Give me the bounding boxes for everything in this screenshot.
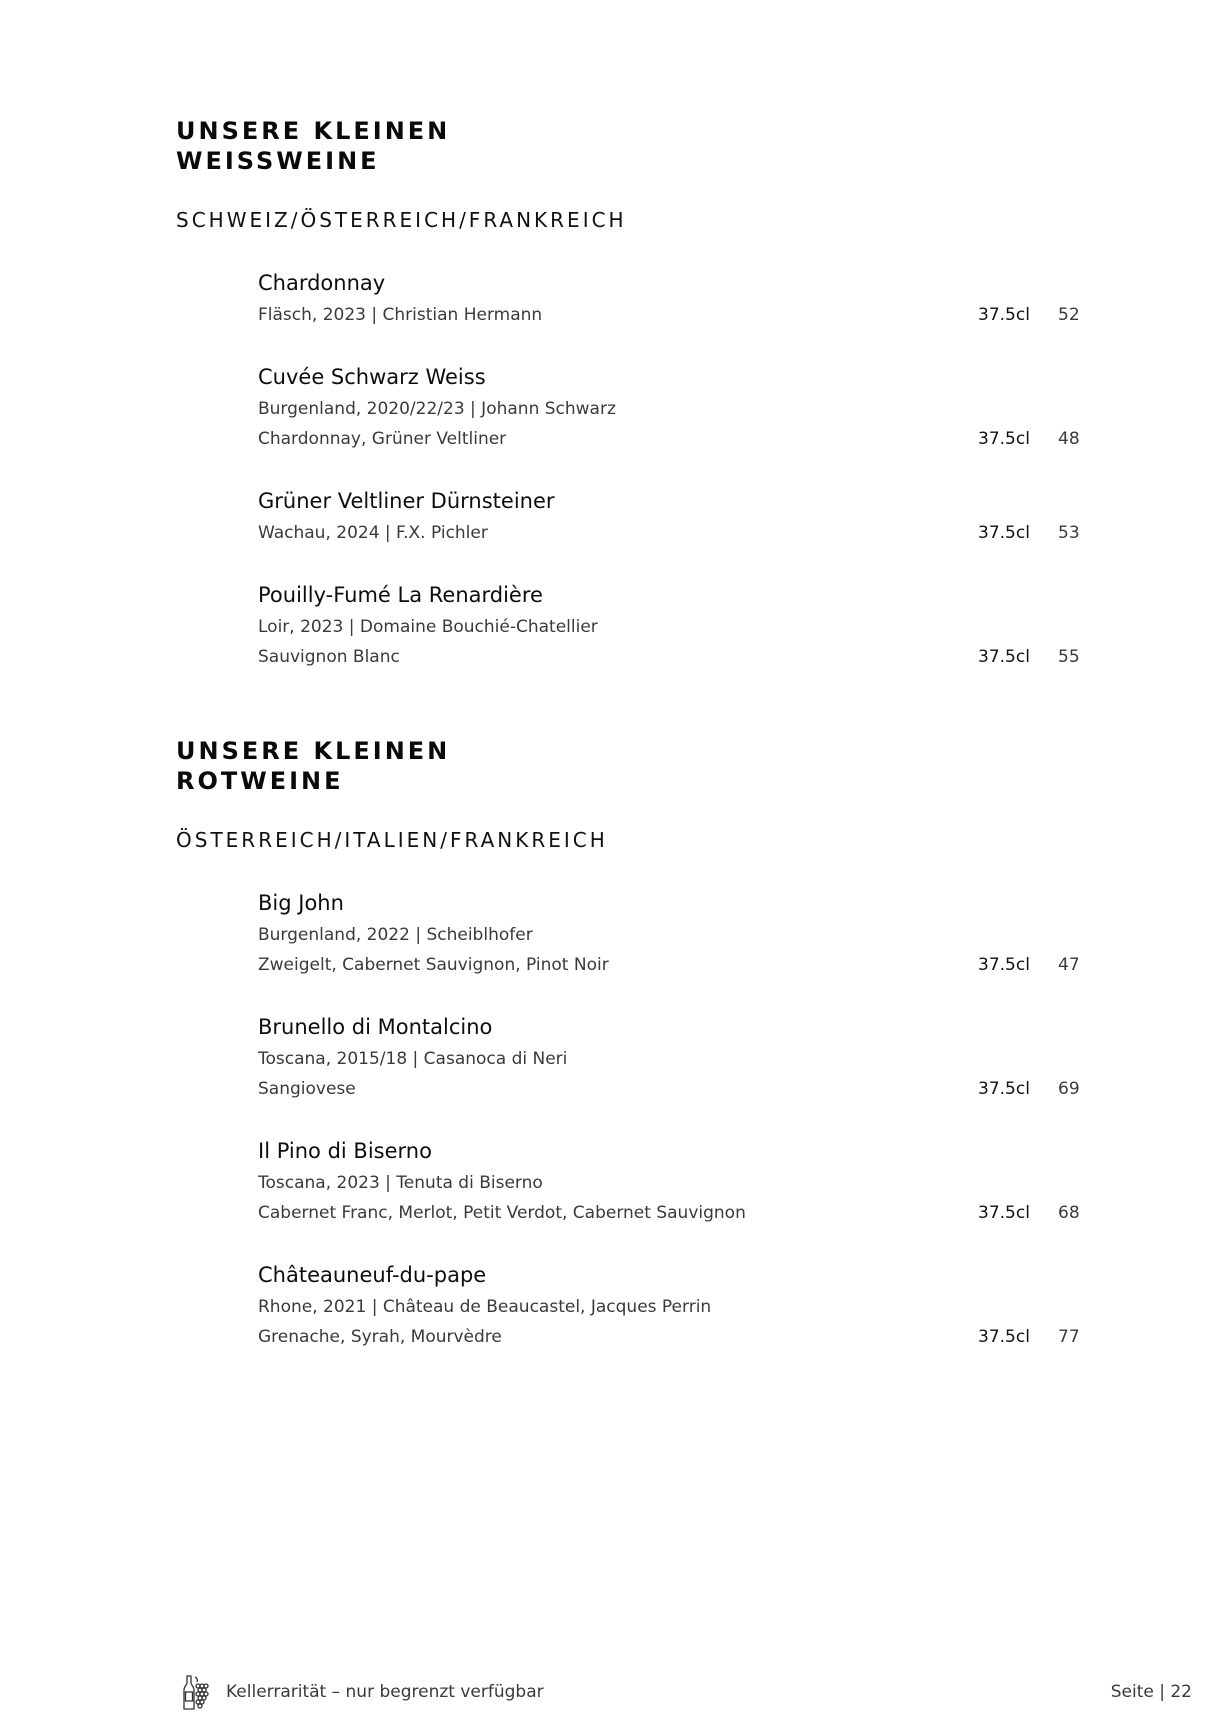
wine-origin [258, 920, 1096, 950]
wine-line-text: Burgenland, 2020/22/23 | Johann Schwarz [258, 399, 616, 419]
wine-name: Châteauneuf-du-pape [258, 1263, 487, 1287]
section-subtitle: SCHWEIZ/ÖSTERREICH/FRANKREICH [176, 208, 627, 232]
section-title [176, 736, 1096, 796]
wine-line-text: Toscana, 2023 | Tenuta di Biserno [258, 1173, 543, 1193]
section-subtitle: ÖSTERREICH/ITALIEN/FRANKREICH [176, 828, 608, 852]
wine-entry [258, 886, 1096, 980]
wine-bottle-grapes-icon [182, 1674, 210, 1712]
wine-line-text: Cabernet Franc, Merlot, Petit Verdot, Cabernet Sauvignon [258, 1203, 746, 1223]
wine-entry [258, 1134, 1096, 1228]
wine-entry [258, 484, 1096, 548]
wine-name: Pouilly-Fumé La Renardière [258, 583, 543, 607]
wine-list [258, 886, 1096, 1382]
section-title-line1: UNSERE KLEINEN [176, 737, 451, 765]
wine-grapes [258, 424, 1096, 454]
wine-price: 68 [1058, 1203, 1080, 1223]
wine-name: Cuvée Schwarz Weiss [258, 365, 486, 389]
wine-grapes [258, 1322, 1096, 1352]
wine-origin [258, 1292, 1096, 1322]
wine-grapes [258, 1198, 1096, 1228]
wine-volume: 37.5cl [978, 955, 1030, 975]
wine-volume: 37.5cl [978, 429, 1030, 449]
wine-line-text: Sauvignon Blanc [258, 647, 400, 667]
footer-legend: Kellerrarität – nur begrenzt verfügbar [226, 1682, 544, 1702]
wine-entry [258, 266, 1096, 330]
wine-volume: 37.5cl [978, 523, 1030, 543]
wine-price: 69 [1058, 1079, 1080, 1099]
wine-list [258, 266, 1096, 702]
wine-origin [258, 300, 1096, 330]
wine-origin [258, 612, 1096, 642]
wine-line-text: Burgenland, 2022 | Scheiblhofer [258, 925, 533, 945]
wine-volume: 37.5cl [978, 1203, 1030, 1223]
wine-name: Brunello di Montalcino [258, 1015, 493, 1039]
wine-price: 52 [1058, 305, 1080, 325]
wine-name: Chardonnay [258, 271, 386, 295]
wine-entry [258, 1010, 1096, 1104]
wine-entry [258, 578, 1096, 672]
wine-origin [258, 518, 1096, 548]
wine-line-text: Zweigelt, Cabernet Sauvignon, Pinot Noir [258, 955, 609, 975]
wine-grapes [258, 1074, 1096, 1104]
section-title [176, 116, 1096, 176]
wine-volume: 37.5cl [978, 305, 1030, 325]
wine-line-text: Rhone, 2021 | Château de Beaucastel, Jacques Perrin [258, 1297, 712, 1317]
section-white-wines [176, 116, 1096, 667]
wine-line-text: Loir, 2023 | Domaine Bouchié-Chatellier [258, 617, 598, 637]
page-number: Seite | 22 [1110, 1682, 1192, 1702]
wine-grapes [258, 642, 1096, 672]
wine-price: 55 [1058, 647, 1080, 667]
wine-origin [258, 394, 1096, 424]
wine-line-text: Sangiovese [258, 1079, 356, 1099]
wine-volume: 37.5cl [978, 1079, 1030, 1099]
wine-line-text: Fläsch, 2023 | Christian Hermann [258, 305, 543, 325]
wine-name: Big John [258, 891, 344, 915]
wine-grapes [258, 950, 1096, 980]
wine-origin [258, 1044, 1096, 1074]
wine-price: 48 [1058, 429, 1080, 449]
wine-name: Il Pino di Biserno [258, 1139, 432, 1163]
wine-origin [258, 1168, 1096, 1198]
wine-name: Grüner Veltliner Dürnsteiner [258, 489, 555, 513]
wine-price: 77 [1058, 1327, 1080, 1347]
wine-price: 47 [1058, 955, 1080, 975]
wine-entry [258, 1258, 1096, 1352]
section-red-wines [176, 736, 1096, 1347]
wine-line-text: Grenache, Syrah, Mourvèdre [258, 1327, 502, 1347]
wine-line-text: Chardonnay, Grüner Veltliner [258, 429, 507, 449]
section-title-line2: ROTWEINE [176, 767, 344, 795]
section-title-line2: WEISSWEINE [176, 147, 380, 175]
footer [182, 1674, 1192, 1714]
wine-line-text: Wachau, 2024 | F.X. Pichler [258, 523, 488, 543]
wine-entry [258, 360, 1096, 454]
wine-line-text: Toscana, 2015/18 | Casanoca di Neri [258, 1049, 568, 1069]
wine-price: 53 [1058, 523, 1080, 543]
wine-volume: 37.5cl [978, 1327, 1030, 1347]
section-title-line1: UNSERE KLEINEN [176, 117, 451, 145]
wine-volume: 37.5cl [978, 647, 1030, 667]
